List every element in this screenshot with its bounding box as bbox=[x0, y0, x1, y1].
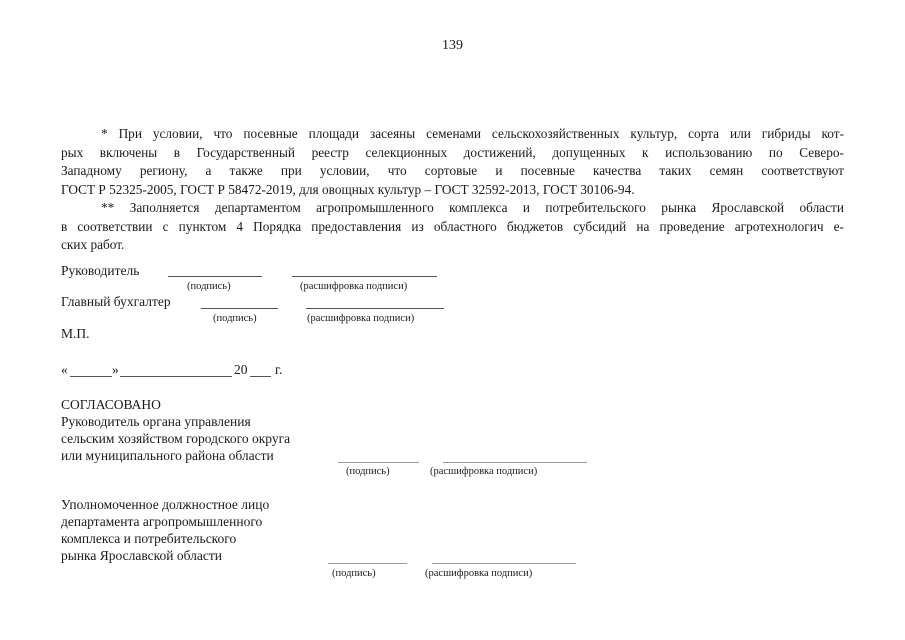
date-day-line bbox=[70, 376, 112, 377]
footnote-2 bbox=[61, 199, 844, 236]
footnote-1-line-4: ГОСТ Р 52325-2005, ГОСТ Р 58472-2019, для овощных культур – ГОСТ 32592-2013, ГОСТ 30106-94. bbox=[61, 181, 635, 197]
agreed-signature-line bbox=[338, 462, 419, 463]
accountant-label: Главный бухгалтер bbox=[61, 294, 171, 309]
official-line-1: Уполномоченное должностное лицо bbox=[61, 497, 270, 512]
footnote-2-line-2: в соответствии с пунктом 4 Порядка предоставления из областного бюджетов субсидий на проведение агротехнологич е- bbox=[61, 218, 844, 234]
agreed-line-2: сельским хозяйством городского округа bbox=[61, 431, 291, 446]
agreed-title: СОГЛАСОВАНО bbox=[61, 397, 161, 412]
accountant-signature-line bbox=[201, 308, 278, 309]
official-line-2: департамента агропромышленного bbox=[61, 514, 263, 529]
date-month-line bbox=[120, 376, 232, 377]
footnote-1-line-3: Западному региону, а также при условии, что сортовые и посевные качества таких семян соответствуют bbox=[61, 163, 844, 178]
accountant-decoding-line bbox=[306, 308, 444, 309]
date-close-quote: » bbox=[112, 362, 119, 377]
head-decoding-caption: (расшифровка подписи) bbox=[300, 281, 408, 292]
official-signature-line bbox=[328, 563, 407, 564]
accountant-signature-caption: (подпись) bbox=[213, 313, 257, 324]
date-year-line bbox=[250, 376, 271, 377]
footnote-1-line-2: рых включены в Государственный реестр селекционных достижений, допущенных к использованию по Северо- bbox=[61, 144, 844, 160]
agreed-decoding-caption: (расшифровка подписи) bbox=[430, 466, 538, 477]
footnote-2-end bbox=[61, 236, 844, 255]
date-year-prefix: 20 bbox=[234, 362, 248, 377]
date-year-suffix: г. bbox=[275, 362, 283, 377]
footnote-2-line-1: ** Заполняется департаментом агропромышленного комплекса и потребительского рынка Ярославской области bbox=[101, 200, 844, 215]
footnote-2-line-3: ских работ. bbox=[61, 237, 125, 252]
agreed-signature-caption: (подпись) bbox=[346, 466, 390, 477]
official-decoding-caption: (расшифровка подписи) bbox=[425, 568, 533, 579]
head-decoding-line bbox=[292, 276, 437, 277]
official-signature-caption: (подпись) bbox=[332, 568, 376, 579]
date-open-quote: « bbox=[61, 362, 68, 377]
official-decoding-line bbox=[432, 563, 576, 564]
footnote-1-end bbox=[61, 181, 844, 200]
agreed-line-1: Руководитель органа управления bbox=[61, 414, 251, 429]
page-number: 139 bbox=[442, 38, 463, 53]
head-signature-caption: (подпись) bbox=[187, 281, 231, 292]
seal-label: М.П. bbox=[61, 326, 90, 341]
agreed-line-3: или муниципального района области bbox=[61, 448, 274, 463]
head-label: Руководитель bbox=[61, 263, 140, 278]
agreed-decoding-line bbox=[443, 462, 587, 463]
official-line-4: рынка Ярославской области bbox=[61, 548, 222, 563]
head-signature-line bbox=[168, 276, 262, 277]
footnote-1-line-1: * При условии, что посевные площади засеяны семенами сельскохозяйственных культур, сорта или гибриды кот- bbox=[101, 126, 844, 141]
accountant-decoding-caption: (расшифровка подписи) bbox=[307, 313, 415, 324]
official-line-3: комплекса и потребительского bbox=[61, 531, 237, 546]
footnote-1 bbox=[61, 125, 844, 181]
